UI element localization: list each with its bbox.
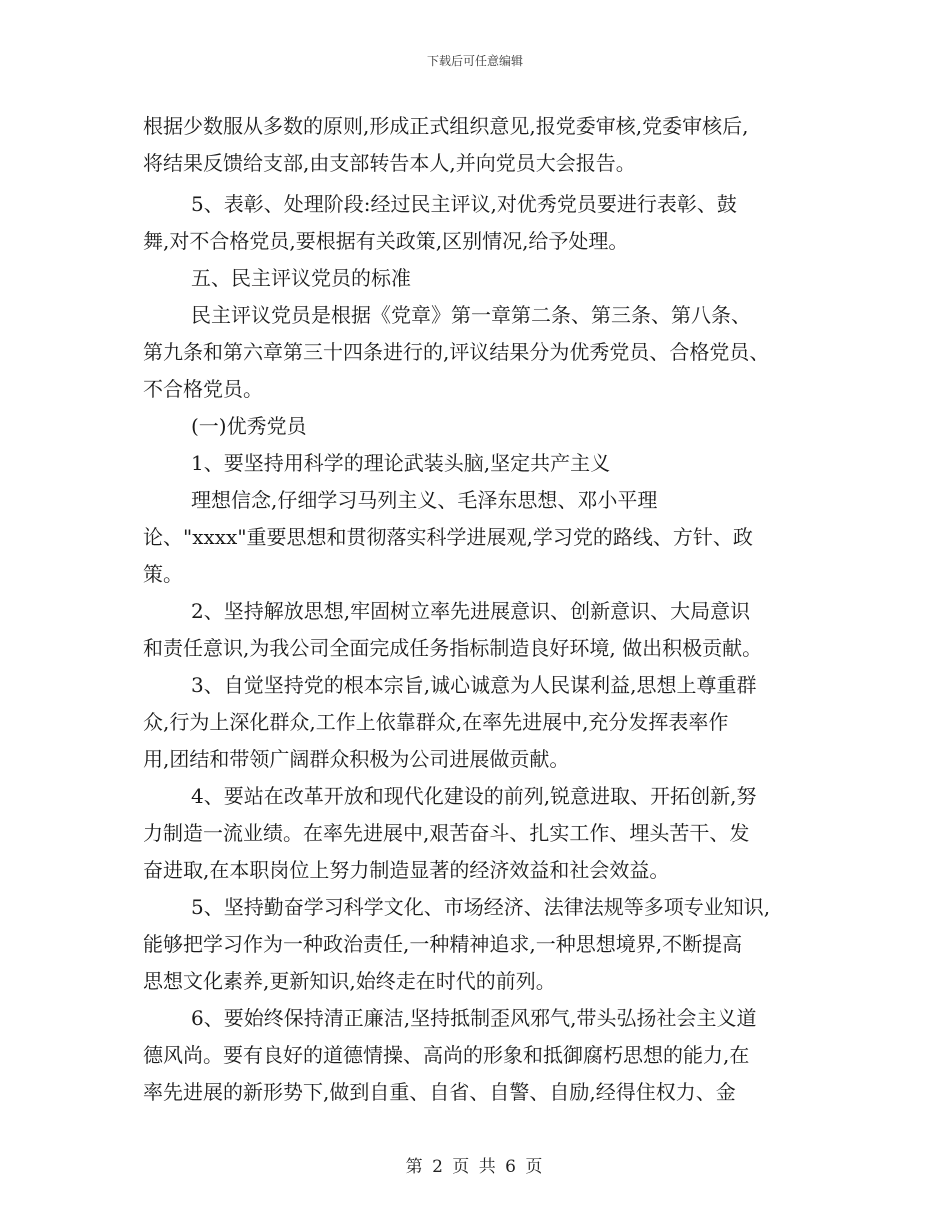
- subsection-heading: (一)优秀党员: [191, 414, 307, 438]
- text-line: 力制造一流业绩。在率先进展中,艰苦奋斗、扎实工作、埋头苦干、发: [143, 821, 750, 845]
- text-line: 和责任意识,为我公司全面完成任务指标制造良好环境, 做出积极贡献。: [143, 636, 763, 660]
- text-line: 策。: [143, 562, 183, 586]
- text-line: 4、要站在改革开放和现代化建设的前列,锐意进取、开拓创新,努: [191, 784, 757, 808]
- text-line: 2、坚持解放思想,牢固树立率先进展意识、创新意识、大局意识: [191, 599, 751, 623]
- text-line: 论、"xxxx"重要思想和贯彻落实科学进展观,学习党的路线、方针、政: [143, 525, 753, 549]
- text-line: 众,行为上深化群众,工作上依靠群众,在率先进展中,充分发挥表率作: [143, 710, 729, 734]
- text-line: 德风尚。要有良好的道德情操、高尚的形象和抵御腐朽思想的能力,在: [143, 1043, 750, 1067]
- text-line: 民主评议党员是根据《党章》第一章第二条、第三条、第八条、: [191, 303, 751, 327]
- text-line: 思想文化素养,更新知识,始终走在时代的前列。: [143, 969, 556, 993]
- text-line: 理想信念,仔细学习马列主义、毛泽东思想、邓小平理: [191, 488, 658, 512]
- text-line: 6、要始终保持清正廉洁,坚持抵制歪风邪气,带头弘扬社会主义道: [191, 1006, 757, 1030]
- text-line: 1、要坚持用科学的理论武装头脑,坚定共产主义: [191, 451, 611, 475]
- text-line: 5、表彰、处理阶段:经过民主评议,对优秀党员要进行表彰、鼓: [191, 192, 737, 216]
- text-line: 舞,对不合格党员,要根据有关政策,区别情况,给予处理。: [143, 229, 629, 253]
- text-line: 将结果反馈给支部,由支部转告本人,并向党员大会报告。: [143, 151, 636, 175]
- text-line: 第九条和第六章第三十四条进行的,评议结果分为优秀党员、合格党员、: [143, 340, 770, 364]
- section-heading: 五、民主评议党员的标准: [191, 266, 411, 290]
- text-line: 5、坚持勤奋学习科学文化、市场经济、法律法规等多项专业知识,: [191, 895, 771, 919]
- text-line: 率先进展的新形势下,做到自重、自省、自警、自励,经得住权力、金: [143, 1080, 736, 1104]
- text-line: 奋进取,在本职岗位上努力制造显著的经济效益和社会效益。: [143, 858, 670, 882]
- text-line: 3、自觉坚持党的根本宗旨,诚心诚意为人民谋利益,思想上尊重群: [191, 673, 757, 697]
- text-line: 能够把学习作为一种政治责任,一种精神追求,一种思想境界,不断提高: [143, 932, 743, 956]
- text-line: 根据少数服从多数的原则,形成正式组织意见,报党委审核,党委审核后,: [143, 114, 749, 138]
- page-indicator: 第 2 页 共 6 页: [405, 1157, 545, 1177]
- text-line: 用,团结和带领广阔群众积极为公司进展做贡献。: [143, 747, 570, 771]
- header-note: 下载后可任意编辑: [426, 54, 523, 68]
- text-line: 不合格党员。: [143, 377, 263, 401]
